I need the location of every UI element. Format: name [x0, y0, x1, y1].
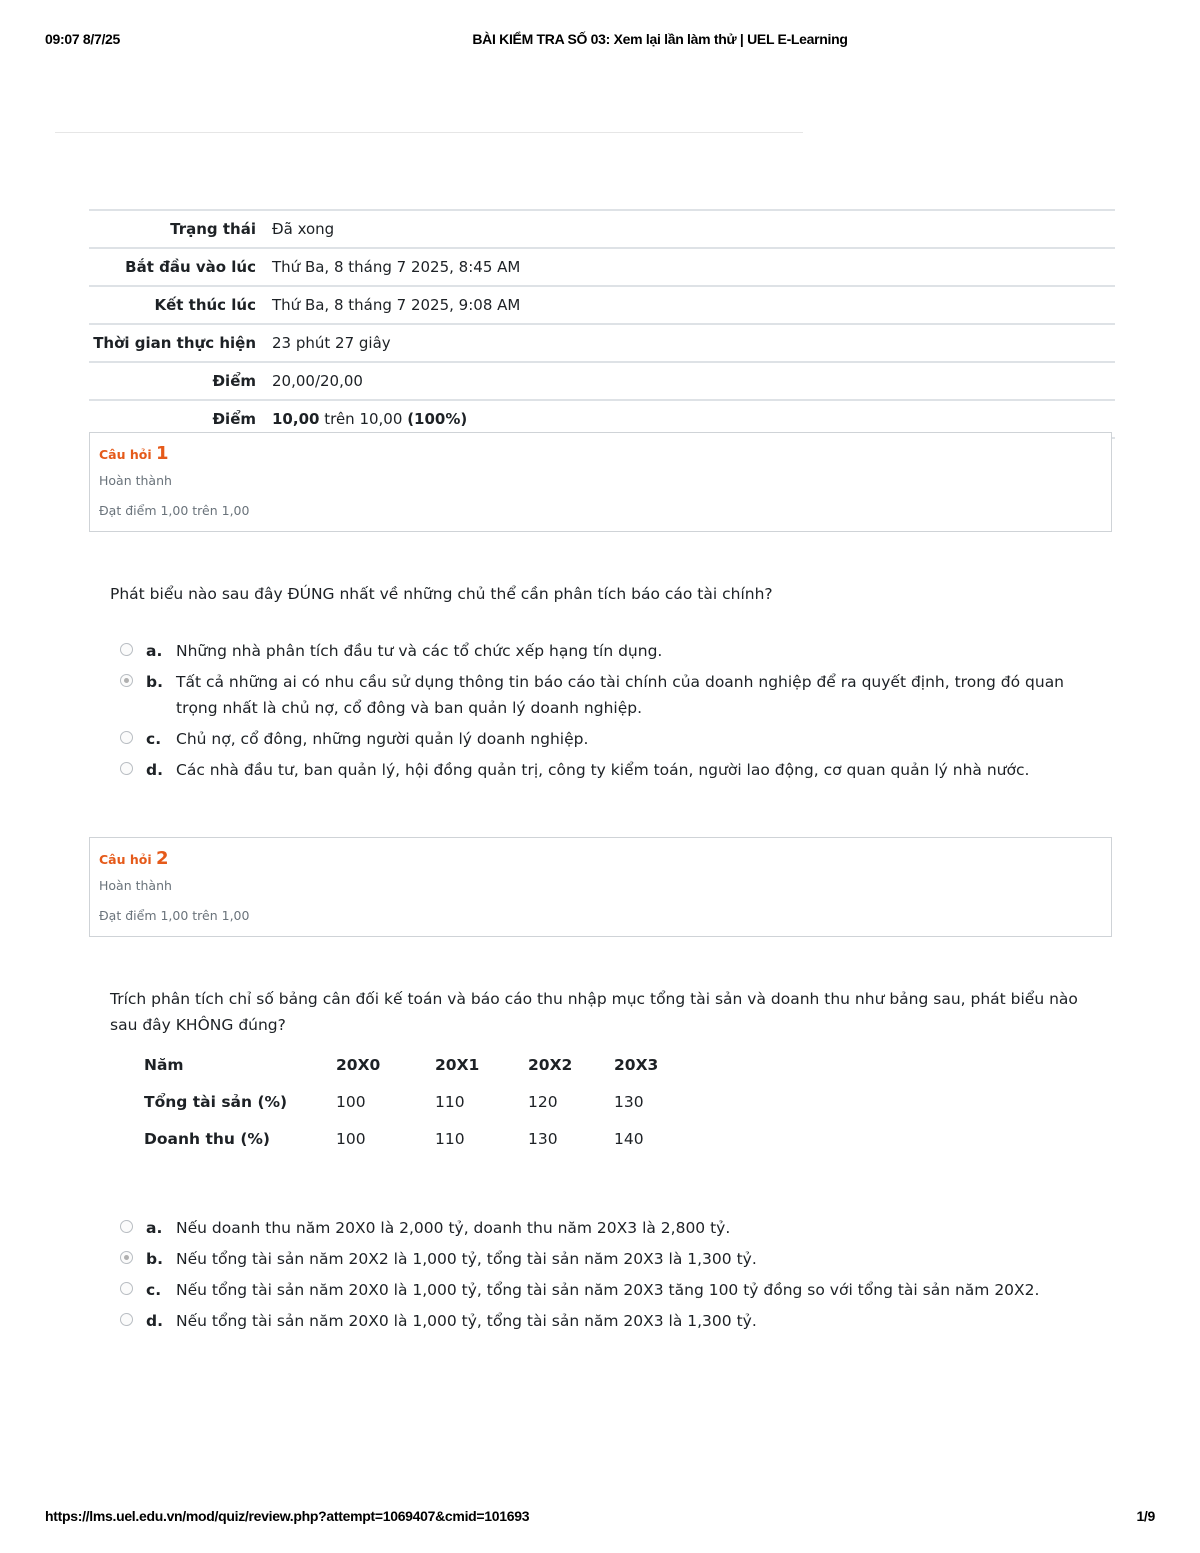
radio-button[interactable]: [120, 1220, 133, 1233]
question-2-data-table: [136, 1046, 674, 1157]
radio-button[interactable]: [120, 731, 133, 744]
radio-button-selected[interactable]: [120, 674, 133, 687]
question-1-answers: [118, 638, 1088, 788]
summary-label: Điểm: [212, 372, 256, 390]
table-cell: 100: [336, 1129, 366, 1148]
question-number: [99, 441, 1111, 468]
answer-option-b[interactable]: [118, 1246, 1088, 1272]
answer-option-c[interactable]: [118, 726, 1088, 752]
answer-letter: d.: [146, 761, 163, 779]
question-grade: Đạt điểm 1,00 trên 1,00: [99, 503, 250, 518]
answer-option-b[interactable]: [118, 669, 1088, 721]
print-footer: [45, 1508, 1155, 1528]
radio-button[interactable]: [120, 1282, 133, 1295]
table-header-cell: 20X0: [336, 1055, 381, 1074]
divider: [55, 132, 803, 133]
table-cell: 130: [614, 1092, 644, 1111]
radio-button-selected[interactable]: [120, 1251, 133, 1264]
table-header-row: [136, 1046, 674, 1083]
table-cell: 100: [336, 1092, 366, 1111]
question-state: Hoàn thành: [99, 473, 172, 488]
table-row-label: Tổng tài sản (%): [144, 1092, 288, 1111]
summary-row-marks: [89, 362, 1115, 400]
table-row-label: Doanh thu (%): [144, 1129, 271, 1148]
question-number-value: 1: [156, 443, 169, 464]
question-state: Hoàn thành: [99, 878, 172, 893]
table-row: [136, 1120, 674, 1157]
summary-value: Thứ Ba, 8 tháng 7 2025, 9:08 AM: [272, 296, 521, 314]
answer-option-d[interactable]: [118, 757, 1088, 783]
summary-label: Trạng thái: [170, 220, 256, 238]
summary-value: 20,00/20,00: [272, 372, 363, 390]
summary-label: Bắt đầu vào lúc: [125, 258, 256, 276]
print-url: https://lms.uel.edu.vn/mod/quiz/review.php?attempt=1069407&cmid=101693: [45, 1508, 530, 1524]
answer-letter: b.: [146, 1250, 163, 1268]
answer-letter: a.: [146, 1219, 163, 1237]
summary-value: Thứ Ba, 8 tháng 7 2025, 8:45 AM: [272, 258, 521, 276]
question-1-info: [89, 432, 1112, 532]
question-number-value: 2: [156, 848, 169, 869]
answer-text: Nếu doanh thu năm 20X0 là 2,000 tỷ, doanh thu năm 20X3 là 2,800 tỷ.: [176, 1219, 731, 1237]
print-page-title: BÀI KIỂM TRA SỐ 03: Xem lại lần làm thử | UEL E-Learning: [472, 31, 848, 47]
summary-row-status: [89, 210, 1115, 248]
question-1-text: Phát biểu nào sau đây ĐÚNG nhất về những chủ thể cần phân tích báo cáo tài chính?: [110, 585, 773, 603]
question-label: Câu hỏi: [99, 852, 152, 867]
answer-text: Nếu tổng tài sản năm 20X2 là 1,000 tỷ, tổng tài sản năm 20X3 là 1,300 tỷ.: [176, 1250, 757, 1268]
summary-row-duration: [89, 324, 1115, 362]
answer-text: Chủ nợ, cổ đông, những người quản lý doanh nghiệp.: [176, 730, 589, 748]
answer-letter: a.: [146, 642, 163, 660]
question-2-answers: [118, 1215, 1088, 1339]
answer-option-c[interactable]: [118, 1277, 1088, 1303]
answer-option-d[interactable]: [118, 1308, 1088, 1334]
print-page-number: 1/9: [1136, 1508, 1155, 1524]
table-cell: 110: [435, 1092, 465, 1111]
table-row: [136, 1083, 674, 1120]
answer-letter: b.: [146, 673, 163, 691]
table-header-cell: Năm: [144, 1055, 184, 1074]
summary-value: 23 phút 27 giây: [272, 334, 391, 352]
table-cell: 110: [435, 1129, 465, 1148]
radio-button[interactable]: [120, 1313, 133, 1326]
radio-button[interactable]: [120, 643, 133, 656]
answer-letter: c.: [146, 1281, 162, 1299]
table-cell: 120: [528, 1092, 558, 1111]
grade-out-of: trên 10,00: [324, 410, 403, 428]
answer-text: Những nhà phân tích đầu tư và các tổ chức xếp hạng tín dụng.: [176, 642, 663, 660]
question-number: [99, 846, 1111, 873]
question-label: Câu hỏi: [99, 447, 152, 462]
print-datetime: 09:07 8/7/25: [45, 31, 121, 47]
table-cell: 130: [528, 1129, 558, 1148]
answer-option-a[interactable]: [118, 1215, 1088, 1241]
summary-row-completed: [89, 286, 1115, 324]
grade-percent: (100%): [407, 410, 468, 428]
summary-label: Điểm: [212, 410, 256, 428]
question-grade: Đạt điểm 1,00 trên 1,00: [99, 908, 250, 923]
question-2-text: Trích phân tích chỉ số bảng cân đối kế toán và báo cáo thu nhập mục tổng tài sản và doanh thu như bảng sau, phát biểu nào sau đây KHÔNG đúng?: [110, 990, 1078, 1034]
grade-score: 10,00: [272, 410, 320, 428]
summary-row-started: [89, 248, 1115, 286]
summary-label: Thời gian thực hiện: [93, 334, 256, 352]
answer-option-a[interactable]: [118, 638, 1088, 664]
answer-text: Tất cả những ai có nhu cầu sử dụng thông tin báo cáo tài chính của doanh nghiệp để ra quyết định, trong đó quan trọng nhất là chủ nợ, cổ đông và ban quản lý doanh nghiệp.: [176, 673, 1065, 717]
radio-button[interactable]: [120, 762, 133, 775]
answer-text: Nếu tổng tài sản năm 20X0 là 1,000 tỷ, tổng tài sản năm 20X3 là 1,300 tỷ.: [176, 1312, 757, 1330]
answer-text: Nếu tổng tài sản năm 20X0 là 1,000 tỷ, tổng tài sản năm 20X3 tăng 100 tỷ đồng so với tổng tài sản năm 20X2.: [176, 1281, 1040, 1299]
question-2-info: [89, 837, 1112, 937]
table-header-cell: 20X3: [614, 1055, 659, 1074]
answer-letter: c.: [146, 730, 162, 748]
summary-value: Đã xong: [272, 220, 335, 238]
summary-label: Kết thúc lúc: [154, 296, 256, 314]
table-header-cell: 20X2: [528, 1055, 573, 1074]
print-header: [45, 31, 1155, 51]
answer-text: Các nhà đầu tư, ban quản lý, hội đồng quản trị, công ty kiểm toán, người lao động, cơ quan quản lý nhà nước.: [176, 761, 1030, 779]
table-header-cell: 20X1: [435, 1055, 480, 1074]
answer-letter: d.: [146, 1312, 163, 1330]
table-cell: 140: [614, 1129, 644, 1148]
attempt-summary-table: [89, 209, 1115, 439]
